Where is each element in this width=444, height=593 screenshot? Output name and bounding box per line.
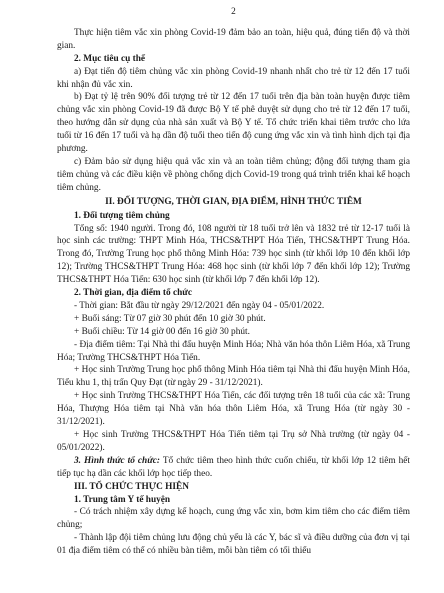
part-ii-heading: II. ĐỐI TƯỢNG, THỜI GIAN, ĐỊA ĐIỂM, HÌNH THỨC TIÊM xyxy=(105,196,362,207)
place-item-2: + Học sinh Trường THCS&THPT Hóa Tiến, các đối tượng trên 18 tuổi của các xã: Trung Hóa, Thượng Hóa tiêm tại Nhà văn hóa thôn Liêm Hóa, xã Trung Hóa (từ ngày 30 - 31/12/2021). xyxy=(57,391,410,428)
center-item-1: - Có trách nhiệm xây dựng kế hoạch, cung ứng vắc xin, bơm kim tiêm cho các điểm tiêm chủng; xyxy=(57,507,410,531)
time-place-heading: 2. Thời gian, địa điểm tổ chức xyxy=(74,288,192,299)
place-item-3: + Học sinh Trường THCS&THPT Hóa Tiến tiêm tại Trụ sở Nhà trường (từ ngày 04 - 05/01/2022). xyxy=(57,430,410,453)
subject-text: Tổng số: 1940 người. Trong đó, 108 người từ 18 tuổi trở lên và 1832 trẻ từ 12-17 tuổi là học sinh các trường: THPT Minh Hóa, THCS&THPT Hóa Tiến, THCS&THPT Trung Hóa. Trong đó, Trường Trung học phổ thông Minh Hóa: 739 học sinh (từ khối lớp 10 đến khối lớp 12); Trường THCS&THPT Trung Hóa: 468 học sinh (từ khối lớp 7 đến khối lớp 12); Trường THCS&THPT Hóa Tiến: 630 học sinh (từ khối lớp 7 đến khối lớp 12). xyxy=(57,223,410,286)
morning-line: + Buổi sáng: Từ 07 giờ 30 phút đến 10 giờ 30 phút. xyxy=(74,313,266,324)
afternoon-line: + Buổi chiều: Từ 14 giờ 00 đến 16 giờ 30 phút. xyxy=(74,326,250,337)
place-line: - Địa điểm tiêm: Tại Nhà thi đấu huyện Minh Hóa; Nhà văn hóa thôn Liêm Hóa, xã Trung Hóa; Trường THCS&THPT Hóa Tiến. xyxy=(57,339,410,363)
goal-c: c) Đảm bảo sử dụng hiệu quả vắc xin và an toàn tiêm chủng; động đối tượng tham gia tiêm chủng và các điều kiện về phòng chống dịch Covid-19 trong quá trình triển khai kế hoạch tiêm chủng. xyxy=(57,156,410,193)
form-text: Tổ chức tiêm theo hình thức cuốn chiếu, từ khối lớp 12 tiêm hết tiếp tục hạ dần các khối lớp học tiếp theo. xyxy=(57,455,410,479)
form-heading: 3. Hình thức tổ chức: xyxy=(74,455,161,466)
section-2-heading: 2. Mục tiêu cụ thể xyxy=(74,53,146,64)
place-item-1: + Học sinh Trường Trung học phổ thông Minh Hóa tiêm tại Nhà thi đấu huyện Minh Hóa, Tiểu khu 1, thị trấn Quy Đạt (từ ngày 29 - 31/12/2021). xyxy=(57,365,410,389)
form-paragraph xyxy=(57,455,410,481)
intro-continuation: Thực hiện tiêm vắc xin phòng Covid-19 đảm bảo an toàn, hiệu quả, đúng tiến độ và thời gian. xyxy=(57,27,410,51)
page-number: 2 xyxy=(231,7,236,17)
part-iii-heading: III. TỔ CHỨC THỰC HIỆN xyxy=(74,481,189,492)
goal-a: a) Đạt tiến độ tiêm chủng vắc xin phòng Covid-19 nhanh nhất cho trẻ từ 12 đến 17 tuổi khi nhận đủ vắc xin. xyxy=(57,66,410,90)
time-line: - Thời gian: Bắt đầu từ ngày 29/12/2021 đến ngày 04 - 05/01/2022. xyxy=(74,300,325,311)
goal-b: b) Đạt tỷ lệ trên 90% đối tượng trẻ từ 12 đến 17 tuổi trên địa bàn toàn huyện được tiêm chủng vắc xin phòng Covid-19 đã được Bộ Y tế phê duyệt sử dụng cho trẻ từ 12 đến 17 tuổi, theo hướng dẫn sử dụng của nhà sản xuất và Bộ Y tế. Tổ chức triển khai tiêm trước cho lứa tuổi từ 16 đến 17 tuổi và hạ dần độ tuổi theo tiến độ cung ứng vắc xin và tình hình dịch tại địa phương. xyxy=(57,92,410,155)
center-heading: 1. Trung tâm Y tế huyện xyxy=(74,494,171,505)
center-item-2: - Thành lập đội tiêm chủng lưu động chủ yếu là các Y, bác sĩ và điều dưỡng của đơn vị tại 01 địa điểm tiêm có thể có nhiều bàn tiêm, mỗi bàn tiêm có tối thiểu xyxy=(57,533,410,557)
subject-heading: 1. Đối tượng tiêm chủng xyxy=(74,210,170,221)
